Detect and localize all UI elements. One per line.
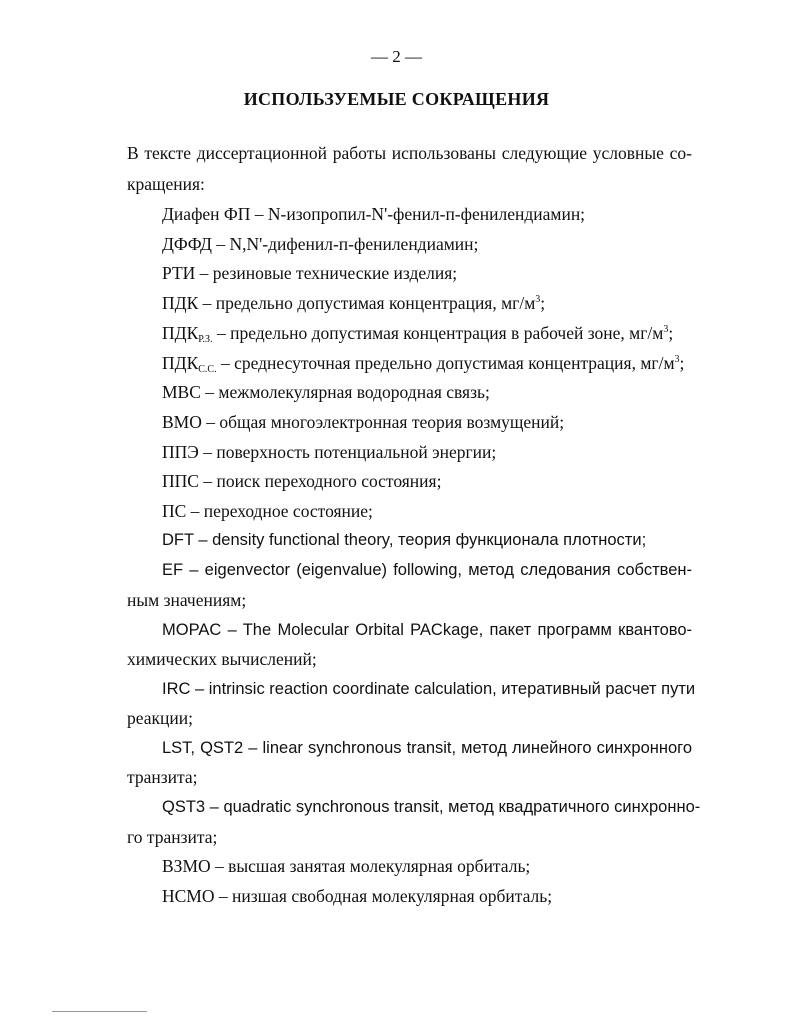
item-abbr: ПДК — [162, 353, 199, 373]
item-superscript: 3 — [674, 354, 680, 365]
intro-line-1: В тексте диссертационной работы использованы следующие условные со- — [127, 143, 692, 163]
list-item: ВМО – общая многоэлектронная теория возмущений; — [162, 412, 565, 432]
footer-rule — [52, 1011, 147, 1012]
list-item: ДФФД – N,N'-дифенил-п-фенилендиамин; — [162, 234, 479, 254]
item-tail: ; — [668, 323, 674, 343]
list-item: ППЭ – поверхность потенциальной энергии; — [162, 442, 497, 462]
list-item: ППС – поиск переходного состояния; — [162, 471, 442, 491]
page-number: — 2 — — [371, 47, 422, 66]
list-item: МВС – межмолекулярная водородная связь; — [162, 382, 490, 402]
list-item-line-1: IRC – intrinsic reaction coordinate calculation, итеративный расчет пути — [162, 680, 696, 698]
list-item-line-1: LST, QST2 – linear synchronous transit, метод линейного синхронного — [162, 739, 692, 757]
list-item: ВЗМО – высшая занятая молекулярная орбиталь; — [162, 856, 531, 876]
list-item-line-1: EF – eigenvector (eigenvalue) following, метод следования собствен- — [162, 561, 692, 579]
item-subscript: Р.З. — [198, 334, 213, 345]
list-item: НСМО – низшая свободная молекулярная орбиталь; — [162, 886, 553, 906]
list-item: РТИ – резиновые технические изделия; — [162, 263, 458, 283]
item-superscript: 3 — [663, 324, 669, 335]
intro-line-2: кращения: — [127, 174, 205, 194]
item-tail: ; — [540, 293, 546, 313]
list-item: DFT – density functional theory, теория функционала плотности; — [162, 531, 647, 549]
list-item: Диафен ФП – N-изопропил-N'-фенил-п-фенилендиамин; — [162, 204, 586, 224]
list-item-line-1: QST3 – quadratic synchronous transit, метод квадратичного синхронно- — [162, 798, 701, 816]
list-item-line-2: транзита; — [127, 767, 198, 787]
list-item — [162, 352, 692, 378]
list-item-line-2: химических вычислений; — [127, 649, 317, 669]
list-item — [162, 292, 692, 318]
item-tail: ; — [679, 353, 685, 373]
item-text: ПДК – предельно допустимая концентрация, мг/м — [162, 293, 536, 313]
list-item — [162, 322, 692, 348]
list-item-line-1: MOPAC – The Molecular Orbital PACkage, пакет программ квантово- — [162, 621, 692, 639]
item-abbr: ПДК — [162, 323, 199, 343]
item-subscript: С.С. — [198, 364, 217, 375]
page-title: ИСПОЛЬЗУЕМЫЕ СОКРАЩЕНИЯ — [243, 89, 550, 109]
list-item: ПС – переходное состояние; — [162, 501, 373, 521]
item-superscript: 3 — [535, 294, 541, 305]
list-item-line-2: го транзита; — [127, 827, 218, 847]
item-text: – среднесуточная предельно допустимая концентрация, мг/м — [216, 353, 675, 373]
item-text: – предельно допустимая концентрация в рабочей зоне, мг/м — [212, 323, 664, 343]
list-item-line-2: ным значениям; — [127, 590, 247, 610]
list-item-line-2: реакции; — [127, 708, 193, 728]
